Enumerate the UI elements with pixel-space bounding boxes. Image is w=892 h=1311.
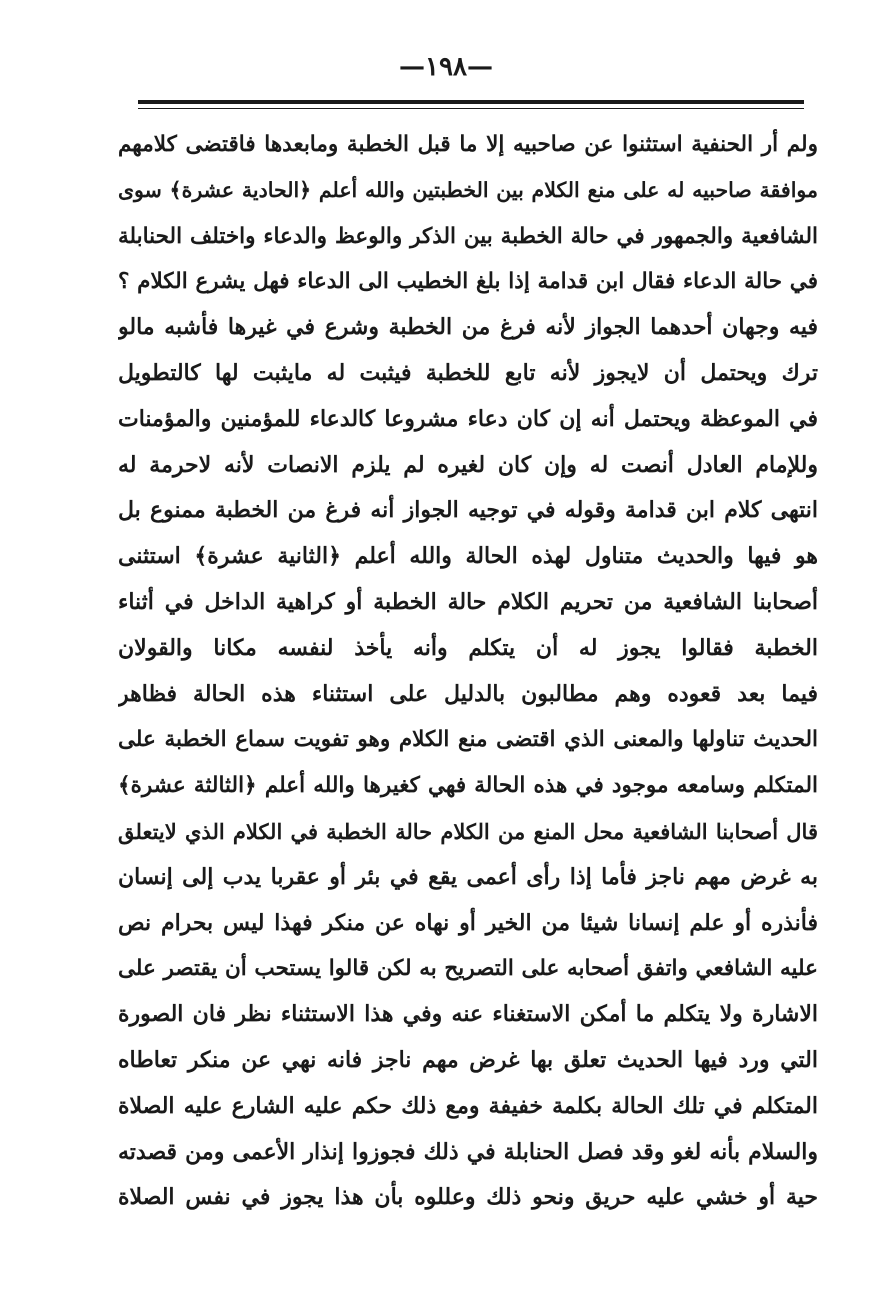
text-line: حية أو خشي عليه حريق ونحو ذلك وعللوه بأن هذا يجوز في نفس الصلاة [118,1184,818,1211]
page-number: —١٩٨— [399,52,493,82]
text-line: التي ورد فيها الحديث تعلق بها غرض مهم ناجز فانه نهي عن منكر تعاطاه [118,1046,818,1073]
header-rule-thick [138,100,804,104]
text-line: انتهى كلام ابن قدامة وقوله في توجيه الجواز أنه فرغ من الخطبة ممنوع بل [118,497,818,524]
text-line: ترك ويحتمل أن لايجوز لأنه تابع للخطبة فيثبت له مايثبت لها كالتطويل [118,359,818,386]
text-line: به غرض مهم ناجز فأما إذا رأى أعمى يقع في بئر أو عقربا يدب إلى إنسان [118,863,818,890]
text-line: المتكلم في تلك الحالة بكلمة خفيفة ومع ذلك حكم عليه الشارع عليه الصلاة [118,1092,818,1119]
text-line: قال أصحابنا الشافعية محل المنع من الكلام حالة الخطبة في الكلام الذي لايتعلق [118,818,818,844]
text-line: فيما بعد قعوده وهم مطالبون بالدليل على استثناء هذه الحالة فظاهر [118,680,818,707]
text-line: عليه الشافعي واتفق أصحابه على التصريح به لكن قالوا يستحب أن يقتصر على [118,956,818,982]
text-line: في حالة الدعاء فقال ابن قدامة إذا بلغ الخطيب الى الدعاء فهل يشرع الكلام ؟ [118,269,818,295]
text-line: هو فيها والحديث متناول لهذه الحالة والله أعلم ﴿الثانية عشرة﴾ استثنى [118,543,818,570]
text-line: الشافعية والجمهور في حالة الخطبة بين الذكر والوعظ والدعاء واختلف الحنابلة [118,223,818,249]
text-line: وللإمام العادل أنصت له وإن كان لغيره لم يلزم الانصات لأنه لاحرمة له [118,451,818,478]
text-line: الخطبة فقالوا يجوز له أن يتكلم وأنه يأخذ لنفسه مكانا والقولان [118,634,818,661]
header-rule-thin [138,108,804,109]
text-line: في الموعظة ويحتمل أنه إن كان دعاء مشروعا كالدعاء للمؤمنين والمؤمنات [118,405,818,432]
text-line: فيه وجهان أحدهما الجواز لأنه فرغ من الخطبة وشرع في غيرها فأشبه مالو [118,314,818,341]
text-line: الحديث تناولها والمعنى الذي اقتضى منع الكلام وهو تفويت سماع الخطبة على [118,727,818,753]
text-line: والسلام بأنه لغو وقد فصل الحنابلة في ذلك فجوزوا إنذار الأعمى ومن قصدته [118,1138,818,1165]
body-text [118,122,818,1221]
text-line: الاشارة ولا يتكلم ما أمكن الاستغناء عنه وفي هذا الاستثناء نظر فان الصورة [118,1001,818,1028]
text-line: موافقة صاحبيه له على منع الكلام بين الخطبتين والله أعلم ﴿الحادية عشرة﴾ سوى [118,177,818,202]
text-line: المتكلم وسامعه موجود في هذه الحالة فهي كغيرها والله أعلم ﴿الثالثة عشرة﴾ [118,773,818,799]
text-line: أصحابنا الشافعية من تحريم الكلام حالة الخطبة أو كراهية الداخل في أثناء [118,588,818,615]
text-line: فأنذره أو علم إنسانا شيئا من الخير أو نهاه عن منكر فهذا ليس بحرام نص [118,909,818,936]
text-line: ولم أر الحنفية استثنوا عن صاحبيه إلا ما قبل الخطبة ومابعدها فاقتضى كلامهم [118,132,818,157]
